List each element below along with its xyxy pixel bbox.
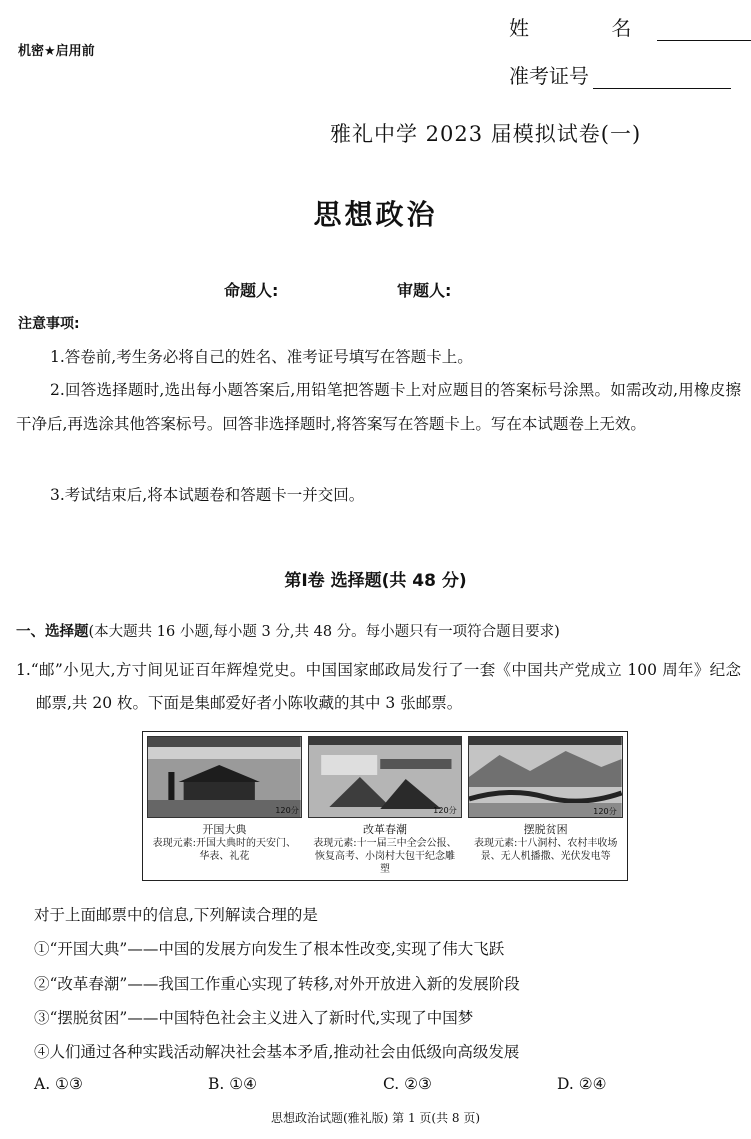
- stamp-2: [308, 736, 463, 876]
- name-field-row: [509, 12, 751, 41]
- notice-title: 注意事项:: [18, 316, 80, 332]
- part-heading-instructions: (本大题共 16 小题,每小题 3 分,共 48 分。每小题只有一项符合题目要求): [88, 624, 560, 640]
- stamp-1-elements: 表现元素:开国大典时的天安门、华表、礼花: [152, 838, 297, 862]
- stamp-1-image: [147, 736, 302, 818]
- name-label: 姓 名: [509, 16, 670, 40]
- stamp-3-denomination: 120分: [593, 807, 618, 816]
- stamp-1: [147, 736, 302, 876]
- stamp-1-name: 开国大典: [202, 823, 247, 836]
- stamp-2-denomination: 120分: [432, 806, 457, 815]
- question-1-stem: 对于上面邮票中的信息,下列解读合理的是: [34, 906, 318, 924]
- choice-a[interactable]: A. ①③: [34, 1075, 83, 1093]
- part-heading-label: 一、选择题: [16, 624, 89, 640]
- ticket-number-label: 准考证号: [509, 64, 589, 88]
- choice-b[interactable]: B. ①④: [208, 1075, 258, 1093]
- notice-item-3: 3.考试结束后,将本试题卷和答题卡一并交回。: [50, 486, 365, 504]
- stamp-2-elements: 表现元素:十一届三中全会公报、恢复高考、小岗村大包干纪念雕塑: [313, 838, 457, 875]
- ticket-number-field-row: [509, 60, 731, 89]
- stamp-set-figure: [142, 731, 628, 881]
- stamp-2-image: [308, 736, 463, 818]
- statement-2: ②“改革春潮”——我国工作重心实现了转移,对外开放进入新的发展阶段: [34, 975, 520, 993]
- statement-3: ③“摆脱贫困”——中国特色社会主义进入了新时代,实现了中国梦: [34, 1009, 474, 1027]
- part-heading: [16, 620, 560, 641]
- notice-item-2: 2.回答选择题时,选出每小题答案后,用铅笔把答题卡上对应题目的答案标号涂黑。如需改动,用橡皮擦干净后,再选涂其他答案标号。回答非选择题时,将答案写在答题卡上。写在本试题卷上无效。: [16, 381, 741, 433]
- ticket-number-blank-line: [593, 64, 731, 89]
- stamp-3-image: [468, 736, 623, 818]
- stamp-3-name: 摆脱贫困: [523, 823, 568, 836]
- statement-1: ①“开国大典”——中国的发展方向发生了根本性改变,实现了伟大飞跃: [34, 940, 505, 958]
- name-blank-line: [657, 16, 751, 41]
- page-footer: 思想政治试题(雅礼版) 第 1 页(共 8 页): [270, 1111, 481, 1125]
- stamp-1-denomination: 120分: [275, 806, 299, 815]
- question-1-text: 1.“邮”小见大,方寸间见证百年辉煌党史。中国国家邮政局发行了一套《中国共产党成立 100 周年》纪念邮票,共 20 枚。下面是集邮爱好者小陈收藏的其中 3 张邮票。: [16, 661, 741, 712]
- reviewer-label: 审题人:: [397, 281, 452, 300]
- notice-item-1: 1.答卷前,考生务必将自己的姓名、准考证号填写在答题卡上。: [50, 348, 473, 366]
- stamp-3: [468, 736, 623, 876]
- section-title: 第Ⅰ卷 选择题(共 48 分): [284, 571, 467, 591]
- stamp-2-name: 改革春潮: [363, 823, 407, 836]
- stamp-3-elements: 表现元素:十八洞村、农村丰收场景、无人机播撒、光伏发电等: [473, 838, 618, 862]
- choice-c[interactable]: C. ②③: [383, 1075, 432, 1093]
- subject-title: 思想政治: [313, 198, 438, 231]
- confidential-label: 机密★启用前: [18, 44, 95, 59]
- choice-d[interactable]: D. ②④: [557, 1075, 607, 1093]
- exam-title: 雅礼中学 2023 届模拟试卷(一): [330, 122, 642, 146]
- statement-4: ④人们通过各种实践活动解决社会基本矛盾,推动社会由低级向高级发展: [34, 1043, 520, 1061]
- proposer-label: 命题人:: [224, 281, 279, 300]
